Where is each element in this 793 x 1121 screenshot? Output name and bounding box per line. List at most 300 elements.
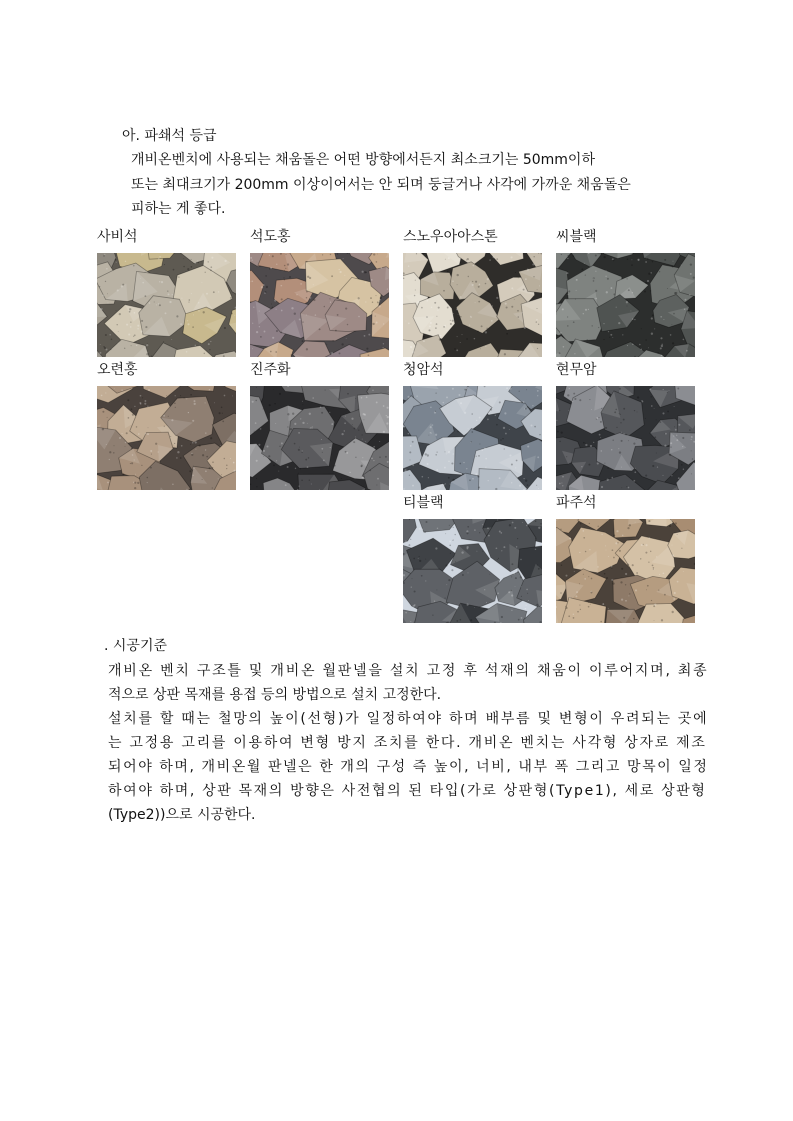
rock-speckle [632,318,634,320]
rock-speckle [254,431,255,432]
rock-speckle [536,604,538,606]
rock-speckle [453,453,455,455]
rock-speckle [504,412,506,414]
rock-speckle [693,277,695,279]
rock-speckle [183,266,185,268]
rock-speckle [650,551,651,552]
rock-speckle [691,450,692,451]
rock-speckle [203,311,205,313]
rock-speckle [113,452,114,453]
rock-speckle [611,568,612,569]
rock-speckle [230,297,232,299]
rock-speckle [673,313,675,315]
rock-speckle [110,349,111,350]
stone-label-seokdohong: 석도홍 [250,229,291,245]
rock-speckle [169,301,171,303]
rock-speckle [436,589,437,590]
rock-speckle [583,537,585,539]
rock-speckle [511,482,512,483]
rock-speckle [119,313,121,315]
rock-speckle [456,308,458,310]
rock-speckle [556,313,557,314]
rock-speckle [557,431,559,433]
rock-speckle [625,434,627,436]
rock-speckle [619,413,620,414]
rock-speckle [430,432,432,434]
rock-speckle [457,336,458,337]
rock-speckle [627,306,628,307]
rock-speckle [524,327,526,329]
rock-speckle [129,308,131,310]
rock-speckle [559,352,561,354]
rock-speckle [527,445,529,447]
rock-speckle [611,579,613,581]
rock-speckle [650,272,651,273]
rock-speckle [645,544,647,546]
rock-speckle [485,331,487,333]
rock-speckle [492,256,494,258]
rock-speckle [567,255,568,256]
rock-speckle [559,483,561,485]
rock-speckle [670,442,672,444]
rock-speckle [585,443,586,444]
rock-speckle [366,396,368,398]
rock-speckle [440,335,442,337]
rock-speckle [281,442,283,444]
rock-speckle [511,590,513,592]
rock-speckle [470,619,472,621]
rock-speckle [593,280,595,282]
rock-speckle [131,462,133,464]
stone-label-pajuseok: 파주석 [556,495,597,511]
rock-speckle [276,460,277,461]
section-a-heading: 아. 파쇄석 등급 [122,128,217,144]
rock-speckle [590,445,592,447]
rock-speckle [657,352,658,353]
rock-speckle [658,589,659,590]
rock-speckle [598,526,599,527]
rock-speckle [469,479,471,481]
rock-speckle [435,547,437,549]
rock-speckle [408,433,410,435]
rock-speckle [584,263,585,264]
rock-speckle [380,267,382,269]
rock-speckle [445,451,446,452]
section-b-line-3: 설치를 할 때는 철망의 높이(선형)가 일정하여야 하며 배부름 및 변형이 우려되는 곳에 [108,711,709,727]
rock-speckle [615,537,616,538]
rock-speckle [628,595,629,596]
rock-speckle [573,255,575,257]
rock-speckle [560,332,562,334]
rock-speckle [574,571,575,572]
rock-speckle [373,253,375,255]
rock-speckle [516,460,518,462]
rock-speckle [585,274,586,275]
rock-speckle [106,444,107,445]
rock-speckle [513,572,515,574]
rock-speckle [281,298,283,300]
rock-speckle [309,413,311,415]
rock-speckle [614,411,616,413]
rock-speckle [636,439,637,440]
rock-speckle [472,281,473,282]
rock-speckle [629,524,631,526]
rock-speckle [604,463,605,464]
rock-speckle [619,388,621,390]
rock-speckle [263,408,264,409]
rock-speckle [295,468,296,469]
rock-speckle [457,274,459,276]
rock-speckle [517,310,519,312]
rock-speckle [134,487,136,489]
rock-speckle [199,445,201,447]
rock-speckle [301,479,303,481]
rock-speckle [488,480,489,481]
rock-speckle [358,429,359,430]
rock-speckle [126,324,128,326]
rock-speckle [567,394,569,396]
rock-speckle [621,440,623,442]
rock-speckle [522,522,523,523]
rock-speckle [607,278,609,280]
rock-speckle [588,576,589,577]
rock-speckle [589,399,590,400]
rock-speckle [141,320,143,322]
rock-speckle [498,558,499,559]
rock-speckle [517,568,519,570]
rock-speckle [622,334,623,335]
rock-speckle [412,578,413,579]
rock-speckle [417,301,419,303]
rock-speckle [654,408,655,409]
rock-speckle [100,344,101,345]
rock-speckle [416,396,417,397]
rock-speckle [205,432,206,433]
rock-speckle [452,280,454,282]
rock-speckle [568,410,569,411]
rock-speckle [671,523,673,525]
rock-speckle [670,446,671,447]
rock-speckle [581,466,582,467]
rock-speckle [537,390,539,392]
rock-speckle [511,610,512,611]
rock-speckle [104,254,105,255]
rock-speckle [408,265,410,267]
rock-speckle [321,448,323,450]
rock-speckle [307,423,308,424]
rock-speckle [500,532,502,534]
rock-speckle [611,449,612,450]
rock-speckle [500,439,502,441]
rock-speckle [449,484,450,485]
rock-speckle [194,403,196,405]
rock-speckle [210,266,212,268]
rock-speckle [134,482,136,484]
rock-speckle [274,403,276,405]
rock-speckle [576,591,578,593]
rock-speckle [269,255,270,256]
rock-speckle [448,451,450,453]
rock-speckle [168,416,169,417]
rock-speckle [477,331,479,333]
rock-speckle [150,467,152,469]
rock-speckle [515,577,517,579]
rock-speckle [300,468,301,469]
rock-speckle [344,430,345,431]
rock-speckle [191,293,192,294]
rock-speckle [347,324,349,326]
rock-speckle [207,261,208,262]
rock-pile-graphic [97,253,236,357]
rock-speckle [466,546,468,548]
rock-speckle [444,597,445,598]
rock-speckle [188,299,190,301]
rock-speckle [584,578,586,580]
rock-speckle [535,549,536,550]
rock-speckle [164,426,165,427]
rock-speckle [451,462,453,464]
rock-speckle [105,348,107,350]
rock-speckle [284,265,286,267]
rock-speckle [109,334,111,336]
rock-speckle [504,353,506,355]
rock-speckle [298,432,300,434]
rock-speckle [310,427,311,428]
rock-speckle [260,336,262,338]
rock-speckle [488,535,490,537]
section-a-line-2: 또는 최대크기가 200mm 이상이어서는 안 되며 둥글거나 사각에 가까운 채움돌은 [131,177,631,193]
rock-speckle [130,463,131,464]
rock-speckle [601,450,602,451]
rock-speckle [426,300,428,302]
rock-speckle [566,575,568,577]
rock-speckle [171,419,173,421]
rock-speckle [469,324,470,325]
rock-speckle [663,319,664,320]
rock-speckle [520,559,521,560]
section-b-heading: . 시공기준 [104,638,167,654]
rock-speckle [368,354,370,356]
rock-speckle [612,258,614,260]
rock-speckle [101,395,103,397]
rock-speckle [431,307,433,309]
rock-speckle [302,321,303,322]
rock-speckle [496,547,498,549]
rock-speckle [276,330,278,332]
rock-speckle [657,466,658,467]
rock-speckle [109,451,111,453]
rock-speckle [574,398,576,400]
rock-speckle [128,417,130,419]
rock-speckle [568,294,569,295]
rock-speckle [121,389,123,391]
rock-speckle [560,592,562,594]
rock-speckle [445,483,446,484]
rock-speckle [256,486,257,487]
rock-speckle [536,485,537,486]
rock-speckle [672,611,674,613]
rock-speckle [412,485,414,487]
rock-speckle [526,589,528,591]
rock-speckle [454,348,456,350]
rock-speckle [194,262,196,264]
rock-speckle [613,293,615,295]
rock-speckle [269,404,271,406]
rock-speckle [425,559,426,560]
rock-speckle [452,539,453,540]
rock-speckle [150,450,152,452]
rock-speckle [629,593,630,594]
rock-speckle [176,457,178,459]
rock-speckle [437,309,438,310]
rock-speckle [387,407,389,409]
rock-speckle [600,437,601,438]
rock-speckle [361,397,363,399]
rock-speckle [665,433,667,435]
rock-speckle [588,606,590,608]
rock-speckle [477,475,478,476]
rock-speckle [372,302,373,303]
rock-speckle [460,296,462,298]
rock-speckle [576,290,577,291]
rock-speckle [535,538,536,539]
rock-speckle [464,389,466,391]
rock-speckle [647,585,649,587]
rock-speckle [107,482,109,484]
rock-speckle [362,434,363,435]
rock-speckle [192,326,194,328]
rock-speckle [163,415,165,417]
rock-speckle [601,486,603,488]
rock-speckle [224,353,225,354]
rock-speckle [252,323,253,324]
rock-speckle [593,278,594,279]
rock-speckle [569,388,570,389]
rock-speckle [172,294,173,295]
rock-speckle [289,276,291,278]
rock-speckle [147,343,148,344]
rock-speckle [195,449,196,450]
rock-speckle [306,291,308,293]
rock-speckle [101,308,103,310]
rock-speckle [287,263,289,265]
rock-speckle [145,433,146,434]
rock-speckle [681,265,682,266]
rock-speckle [173,269,175,271]
rock-speckle [136,426,138,428]
rock-speckle [218,291,219,292]
rock-pile-graphic [250,253,389,357]
stone-label-sea-black: 씨블랙 [556,229,597,245]
rock-speckle [606,391,607,392]
rock-speckle [102,411,104,413]
rock-speckle [481,325,483,327]
rock-speckle [467,526,469,528]
rock-speckle [155,443,157,445]
rock-speckle [466,532,468,534]
rock-speckle [533,256,534,257]
rock-speckle [445,259,446,260]
rock-speckle [436,469,438,471]
rock-speckle [443,402,444,403]
rock-speckle [612,549,614,551]
rock-speckle [410,445,412,447]
rock-speckle [514,299,515,300]
rock-speckle [447,404,448,405]
rock-speckle [628,289,630,291]
rock-speckle [354,427,356,429]
rock-speckle [618,448,619,449]
rock-speckle [284,270,285,271]
rock-speckle [321,412,323,414]
rock-speckle [263,284,265,286]
rock-speckle [652,465,654,467]
rock-speckle [603,323,604,324]
rock-speckle [415,280,416,281]
rock-speckle [423,336,425,338]
rock-speckle [682,437,684,439]
rock-speckle [511,563,513,565]
rock-speckle [340,271,342,273]
rock-speckle [605,276,606,277]
rock-speckle [291,354,293,356]
rock-speckle [526,605,527,606]
rock-speckle [426,316,428,318]
rock-speckle [513,289,514,290]
rock-speckle [532,405,533,406]
rock-speckle [654,436,656,438]
rock-speckle [219,412,221,414]
rock-speckle [118,331,119,332]
rock-speckle [683,469,684,470]
rock-speckle [527,593,528,594]
rock-speckle [689,294,690,295]
rock-speckle [206,456,208,458]
rock-speckle [344,275,345,276]
stone-photo-sea-black [556,253,695,357]
rock-speckle [117,289,119,291]
rock-speckle [462,574,464,576]
rock-speckle [164,264,165,265]
rock-speckle [265,291,267,293]
rock-speckle [158,258,160,260]
rock-speckle [205,402,206,403]
section-b-line-1: 개비온 벤치 구조틀 및 개비온 월판넬을 설치 고정 후 석재의 채움이 이루어지며, 최종 [108,663,709,679]
rock-speckle [134,334,136,336]
rock-speckle [559,410,560,411]
rock-speckle [499,531,501,533]
rock-speckle [212,461,214,463]
rock-speckle [364,335,366,337]
rock-speckle [205,272,206,273]
rock-speckle [256,460,258,462]
rock-speckle [144,400,146,402]
rock-speckle [212,272,213,273]
rock-speckle [466,259,467,260]
rock-speckle [525,608,527,610]
rock-speckle [518,277,519,278]
rock-speckle [456,349,458,351]
rock-speckle [478,301,480,303]
rock-speckle [667,288,668,289]
rock-speckle [133,265,134,266]
rock-speckle [364,414,366,416]
rock-speckle [671,324,672,325]
rock-speckle [376,322,378,324]
rock-speckle [190,444,191,445]
rock-speckle [565,606,566,607]
rock-speckle [602,603,604,605]
